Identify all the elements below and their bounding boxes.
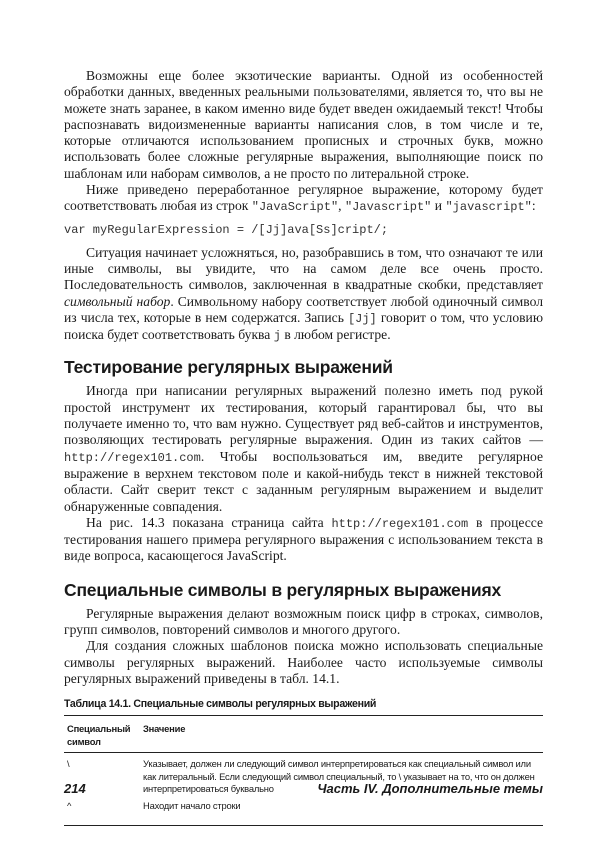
paragraph-4 [64,383,543,514]
link-regex101: http://regex101.com [64,450,201,465]
text: Регулярные выражения делают возможным поиск цифр в строках, символов, групп символов, повторений символов и многого другого. [64,605,543,638]
text: . Чтобы воспользоваться им, введите регулярное выражение в верхнем текстовом поле и какой-нибудь текст в нижней текстовой области. Сайт сверит текст с заданным регулярным выражением и выделит обнаруженные совпадения. [64,448,543,514]
text: Для создания сложных шаблонов поиска можно использовать специальные символы регулярных выражений. Наиболее часто используемые символы регулярных выражений приведены в табл. 14.1. [64,638,543,686]
special-symbols-table [64,715,543,825]
column-header-meaning: Значение [140,716,543,753]
page-number: 214 [64,781,86,796]
meaning-cell: Находит начало строки [140,798,543,825]
section-heading-testing: Тестирование регулярных выражений [64,357,393,378]
text: . Символьному набору соответствует любой одиночный символ из числа тех, которые в нем содержатся. Запись [64,293,543,325]
section-heading-special-symbols: Специальные символы в регулярных выражениях [64,579,501,600]
paragraph-6 [64,606,543,639]
text: Возможны еще более экзотические варианты. Одной из особенностей обработки данных, введенных реальными пользователями, является то, что вы не можете знать заранее, в каком именно виде будет введен ожидаемый текст! Чтобы распознавать видоизмененные варианты написания слов, в том числе и те, которые отличаются использованием прописных и строчных букв, можно использовать более сложные регулярные выражения, выполняющие поиск по шаблонам или наборам символов, а не просто по литеральной строке. [64,68,543,181]
table-row [64,798,543,825]
running-footer-part: Часть IV. Дополнительные темы [317,781,543,796]
symbol-cell: ^ [64,798,140,825]
text: Ниже приведено переработанное регулярное выражение, которому будет соответствовать любая из строк [64,182,543,214]
code-inline: "javascript" [445,200,532,215]
page-body [64,68,543,826]
code-inline: "JavaScript" [251,200,339,215]
paragraph-5 [64,515,543,565]
meaning-cell: Указывает, должен ли следующий символ интерпретироваться как специальный символ или как литеральный. Если следующий символ специальный, то \ указывает на то, что он должен интерпретироваться буквально [143,758,535,795]
code-inline: "Javascript" [344,200,432,215]
text: Ситуация начинает усложняться, но, разобравшись в том, что означают те или иные символы, вы увидите, что на самом деле все очень просто. Последовательность символов, заключенная в квадратные скобки, представляет [64,244,543,293]
text: и [431,198,446,214]
text: : [531,198,536,214]
text: Иногда при написании регулярных выражений полезно иметь под рукой простой инструмент их тестирования, который гарантировал бы, что вы получаете именно то, что вам нужно. Существует ряд веб-сайтов и инструментов, позволяющих тестировать регулярные выражения. Один из таких сайтов — [64,383,543,448]
paragraph-3 [64,245,543,345]
code-example: var myRegularExpression = /[Jj]ava[Ss]cript/; [64,222,389,237]
text: в процессе тестирования нашего примера регулярного выражения с использованием текста в виде вопроса, касающегося JavaScript. [64,514,543,564]
code-inline: [Jj] [347,311,377,326]
table-caption: Таблица 14.1. Специальные символы регулярных выражений [64,698,377,711]
term-italic: символьный набор [64,293,171,309]
link-regex101: http://regex101.com [331,516,469,531]
symbol-cell: \ [67,758,70,770]
text: , [338,198,345,214]
paragraph-2 [64,182,543,216]
text: в любом регистре. [280,327,391,343]
column-header-symbol: Специальный символ [64,716,140,753]
paragraph-1 [64,68,543,182]
code-inline: j [273,329,281,344]
text: говорит о том, что условию поиска будет соответствовать буква [64,309,543,343]
page-footer [64,781,543,796]
text: На рис. 14.3 показана страница сайта [86,514,332,530]
paragraph-7 [64,638,543,687]
